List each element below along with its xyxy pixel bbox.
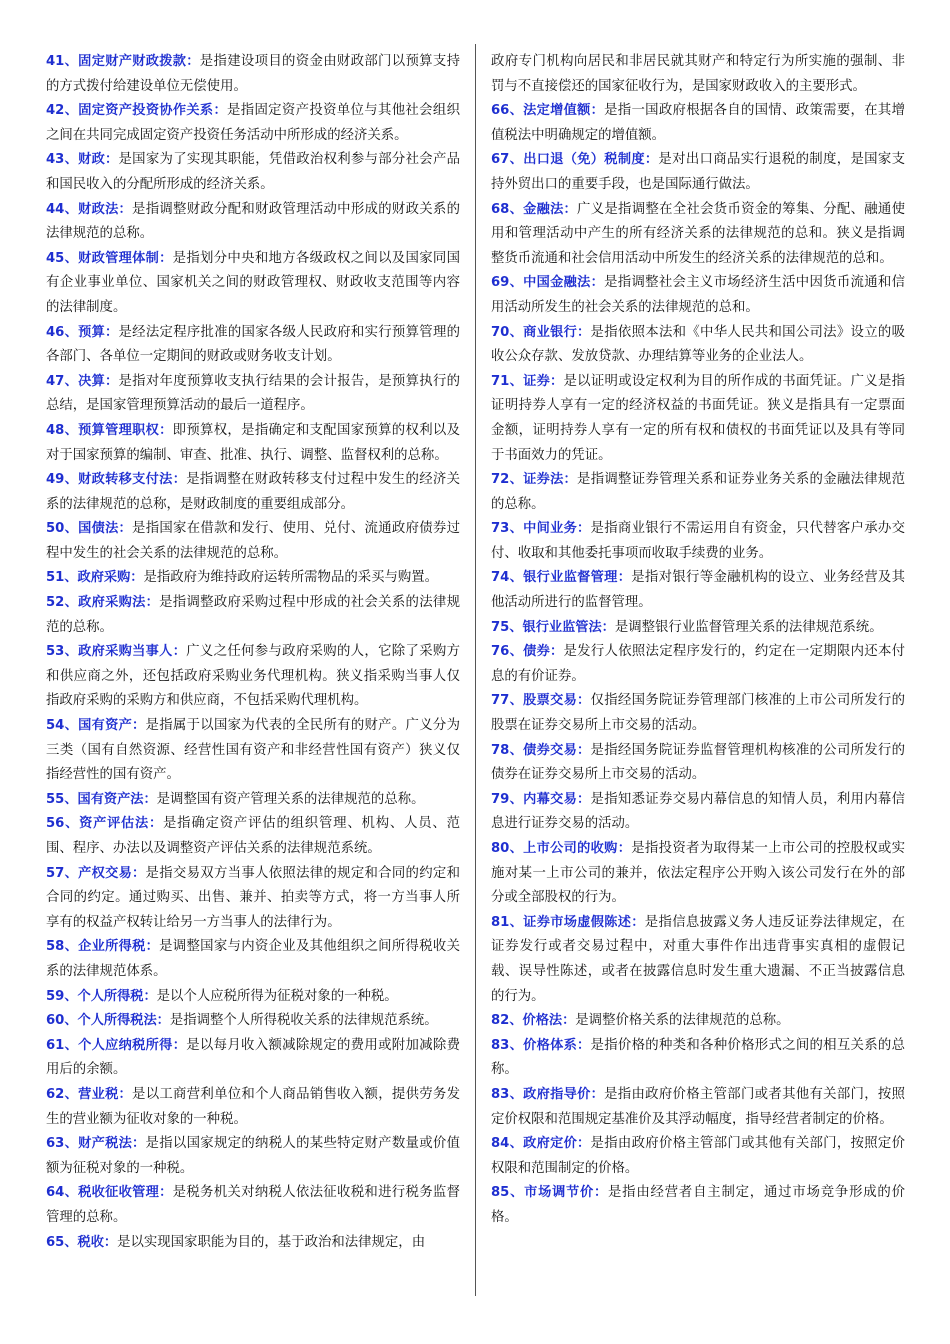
glossary-definition: 是指固定资产投资单位与其他社会组织之间在共同完成固定资产投资任务活动中所形成的经济关系。	[46, 103, 461, 143]
glossary-entry	[46, 640, 460, 714]
glossary-entry	[491, 1009, 905, 1034]
glossary-term: 64、税收征收管理：	[46, 1185, 173, 1201]
glossary-entry	[491, 468, 905, 517]
glossary-term: 85、市场调节价：	[491, 1185, 608, 1201]
glossary-entry	[491, 837, 905, 911]
glossary-term: 58、企业所得税：	[46, 939, 160, 955]
glossary-definition: 是指建设项目的资金由财政部门以预算支持的方式拨付给建设单位无偿使用。	[46, 54, 461, 94]
glossary-term: 41、固定财产财政拨款：	[46, 54, 200, 69]
glossary-definition: 仅指经国务院证券管理部门核准的上市公司所发行的股票在证券交易所上市交易的活动。	[491, 693, 906, 734]
glossary-term: 84、政府定价：	[491, 1136, 591, 1152]
glossary-term: 53、政府采购当事人：	[46, 644, 187, 660]
glossary-entry	[46, 591, 460, 640]
glossary-term: 68、金融法：	[491, 201, 578, 217]
glossary-entry	[491, 1132, 905, 1181]
glossary-entry	[491, 1083, 905, 1132]
glossary-definition: 是指经国务院证券监督管理机构核准的公司所发行的债券在证券交易所上市交易的活动。	[491, 742, 906, 783]
glossary-term: 48、预算管理职权：	[46, 422, 173, 438]
glossary-entry	[491, 321, 905, 370]
glossary-entry	[491, 198, 905, 272]
glossary-definition: 是以每月收入额减除规定的费用或附加减除费用后的余额。	[46, 1037, 461, 1078]
glossary-entry	[491, 1181, 905, 1230]
glossary-term: 72、证券法：	[491, 472, 578, 488]
glossary-definition: 是以工商营利单位和个人商品销售收入额，提供劳务发生的营业额为征收对象的一种税。	[46, 1086, 460, 1127]
glossary-term: 57、产权交易：	[46, 865, 146, 881]
glossary-entry	[46, 862, 460, 936]
glossary-term: 79、内幕交易：	[491, 791, 591, 807]
glossary-definition: 是以证明或设定权利为目的所作成的书面凭证。广义是指证明持券人享有一定的经济权益的书面凭证。狭义是指具有一定票面金额，证明持券人享有一定的所有权和债权的书面凭证以及具有等同于书面效力的凭证。	[491, 373, 906, 463]
glossary-entry	[491, 99, 905, 148]
glossary-entry	[491, 370, 905, 468]
glossary-entry	[46, 788, 460, 813]
glossary-definition: 是指确定资产评估的组织管理、机构、人员、范围、程序、办法以及调整资产评估关系的法律规范系统。	[46, 816, 461, 856]
glossary-term: 71、证券：	[491, 373, 564, 389]
glossary-definition: 是指依照本法和《中华人民共和国公司法》设立的吸收公众存款、发放贷款、办理结算等业务的企业法人。	[491, 324, 906, 365]
glossary-entry	[46, 1181, 460, 1230]
glossary-definition: 是指调整在财政转移支付过程中发生的经济关系的法律规范的总称，是财政制度的重要组成部分。	[46, 472, 461, 512]
glossary-term: 73、中间业务：	[491, 521, 591, 537]
glossary-entry	[46, 812, 460, 861]
glossary-definition: 是以个人应税所得为征税对象的一种税。	[156, 988, 398, 1004]
glossary-entry	[491, 566, 905, 615]
glossary-entry	[46, 1083, 460, 1132]
glossary-definition: 是指划分中央和地方各级政权之间以及国家同国有企业事业单位、国家机关之间的财政管理权、财政收支范围等内容的法律制度。	[46, 250, 460, 315]
right-column	[491, 50, 905, 1231]
glossary-term: 55、国有资产法：	[46, 791, 157, 807]
glossary-definition: 是调整价格关系的法律规范的总称。	[575, 1013, 790, 1029]
glossary-term: 76、债券：	[491, 644, 564, 660]
glossary-term: 49、财政转移支付法：	[46, 472, 187, 488]
glossary-entry	[46, 1009, 460, 1034]
glossary-entry	[46, 935, 460, 984]
glossary-entry	[491, 616, 905, 641]
glossary-term: 52、政府采购法：	[46, 595, 160, 611]
glossary-term: 59、个人所得税：	[46, 988, 157, 1004]
glossary-entry	[491, 911, 905, 1009]
glossary-definition: 广义是指调整在全社会货币资金的筹集、分配、融通使用和管理活动中产生的所有经济关系的法律规范的总和。狭义是指调整货币流通和社会信用活动中所发生的经济关系的法律规范的总和。	[491, 201, 905, 266]
glossary-definition: 是调整国家与内资企业及其他组织之间所得税收关系的法律规范体系。	[46, 939, 460, 979]
glossary-definition: 是经法定程序批准的国家各级人民政府和实行预算管理的各部门、各单位一定期间的财政或财务收支计划。	[46, 324, 461, 365]
glossary-entry	[46, 370, 460, 419]
glossary-entry	[491, 271, 905, 320]
glossary-definition: 是指调整证券管理关系和证券业务关系的金融法律规范的总称。	[491, 472, 905, 512]
glossary-entry	[491, 50, 905, 99]
glossary-definition: 是指知悉证券交易内幕信息的知情人员，利用内幕信息进行证券交易的活动。	[491, 791, 906, 832]
glossary-definition: 是指信息披露义务人违反证券法律规定，在证券发行或者交易过程中，对重大事件作出违背事实真相的虚假记载、误导性陈述，或者在披露信息时发生重大遗漏、不正当披露信息的行为。	[491, 914, 906, 1004]
glossary-entry	[491, 640, 905, 689]
glossary-entry	[491, 1034, 905, 1083]
glossary-term: 77、股票交易：	[491, 693, 591, 709]
glossary-definition: 是税务机关对纳税人依法征收税和进行税务监督管理的总称。	[46, 1185, 460, 1225]
glossary-entry	[491, 689, 905, 738]
left-column	[46, 50, 460, 1255]
glossary-entry	[491, 739, 905, 788]
glossary-entry	[46, 985, 460, 1010]
glossary-definition: 是指国家在借款和发行、使用、兑付、流通政府债券过程中发生的社会关系的法律规范的总称。	[46, 521, 460, 561]
glossary-entry	[46, 714, 460, 788]
glossary-entry	[46, 198, 460, 247]
glossary-entry	[46, 1132, 460, 1181]
glossary-definition: 即预算权，是指确定和支配国家预算的权利以及对于国家预算的编制、审查、批准、执行、调整、监督权利的总称。	[46, 422, 460, 463]
glossary-term: 44、财政法：	[46, 201, 133, 217]
glossary-term: 78、债券交易：	[491, 742, 591, 758]
glossary-definition: 是指交易双方当事人依照法律的规定和合同的约定和合同的约定。通过购买、出售、兼并、拍卖等方式，将一方当事人所享有的权益产权转让给另一方当事人的法律行为。	[46, 865, 461, 930]
glossary-term: 50、国债法：	[46, 521, 133, 537]
glossary-entry	[46, 517, 460, 566]
glossary-definition: 是指一国政府根据各自的国情、政策需要，在其增值税法中明确规定的增值额。	[491, 103, 905, 143]
glossary-term: 83、政府指导价：	[491, 1086, 605, 1102]
glossary-term: 51、政府采购：	[46, 570, 144, 586]
glossary-term: 54、国有资产：	[46, 718, 146, 734]
glossary-definition: 是指对年度预算收支执行结果的会计报告，是预算执行的总结，是国家管理预算活动的最后一道程序。	[46, 373, 461, 414]
glossary-term: 47、决算：	[46, 373, 119, 389]
glossary-definition: 政府专门机构向居民和非居民就其财产和特定行为所实施的强制、非罚与不直接偿还的国家征收行为，是国家财政收入的主要形式。	[491, 54, 905, 94]
glossary-entry	[491, 148, 905, 197]
glossary-definition: 是指对银行等金融机构的设立、业务经营及其他活动所进行的监督管理。	[491, 570, 906, 611]
column-divider	[475, 44, 476, 1296]
glossary-definition: 是指由政府价格主管部门或其他有关部门，按照定价权限和范围制定的价格。	[491, 1136, 906, 1176]
glossary-entry	[491, 517, 905, 566]
glossary-term: 69、中国金融法：	[491, 275, 605, 291]
glossary-term: 82、价格法：	[491, 1013, 576, 1029]
glossary-definition: 是国家为了实现其职能，凭借政治权利参与部分社会产品和国民收入的分配所形成的经济关系。	[46, 152, 461, 192]
glossary-definition: 是指政府为维持政府运转所需物品的采买与购置。	[143, 570, 439, 586]
glossary-definition: 是调整银行业监督管理关系的法律规范系统。	[614, 619, 883, 635]
glossary-entry	[46, 99, 460, 148]
glossary-entry	[46, 50, 460, 99]
glossary-term: 75、银行业监管法：	[491, 619, 615, 635]
glossary-definition: 是指调整财政分配和财政管理活动中形成的财政关系的法律规范的总称。	[46, 201, 460, 242]
glossary-term: 70、商业银行：	[491, 324, 591, 340]
glossary-definition: 是调整国有资产管理关系的法律规范的总称。	[156, 791, 425, 807]
glossary-definition: 是指调整个人所得税收关系的法律规范系统。	[169, 1013, 438, 1029]
glossary-entry	[46, 419, 460, 468]
glossary-definition: 是以实现国家职能为目的，基于政治和法律规定，由	[117, 1234, 426, 1250]
glossary-term: 67、出口退（免）税制度：	[491, 152, 659, 168]
glossary-term: 56、资产评估法：	[46, 816, 163, 832]
glossary-entry	[491, 788, 905, 837]
glossary-entry	[46, 1231, 460, 1256]
glossary-term: 65、税收：	[46, 1234, 118, 1250]
glossary-definition: 广义之任何参与政府采购的人，它除了采购方和供应商之外，还包括政府采购业务代理机构。狭义指采购当事人仅指政府采购的采购方和供应商，不包括采购代理机构。	[46, 644, 461, 709]
glossary-entry	[46, 321, 460, 370]
glossary-definition: 是指投资者为取得某一上市公司的控股权或实施对某一上市公司的兼并，依法定程序公开购入该公司发行在外的部分或全部股权的行为。	[491, 841, 906, 906]
glossary-term: 61、个人应纳税所得：	[46, 1037, 187, 1053]
glossary-term: 74、银行业监督管理：	[491, 570, 632, 586]
glossary-definition: 是指商业银行不需运用自有资金，只代替客户承办交付、收取和其他委托事项而收取手续费的业务。	[491, 521, 906, 561]
glossary-definition: 是指由经营者自主制定，通过市场竞争形成的价格。	[491, 1185, 906, 1225]
glossary-term: 45、财政管理体制：	[46, 250, 173, 266]
glossary-definition: 是指由政府价格主管部门或者其他有关部门，按照定价权限和范围规定基准价及其浮动幅度，指导经营者制定的价格。	[491, 1086, 905, 1127]
glossary-term: 81、证券市场虚假陈述：	[491, 914, 645, 930]
glossary-term: 62、营业税：	[46, 1086, 133, 1102]
glossary-term: 80、上市公司的收购：	[491, 841, 632, 856]
glossary-entry	[46, 247, 460, 321]
glossary-definition: 是指以国家规定的纳税人的某些特定财产数量或价值额为征税对象的一种税。	[46, 1136, 461, 1176]
glossary-term: 43、财政：	[46, 152, 119, 168]
glossary-term: 83、价格体系：	[491, 1037, 591, 1053]
glossary-definition: 是对出口商品实行退税的制度，是国家支持外贸出口的重要手段，也是国际通行做法。	[491, 152, 906, 192]
glossary-entry	[46, 1034, 460, 1083]
glossary-entry	[46, 566, 460, 591]
glossary-term: 46、预算：	[46, 324, 119, 340]
glossary-term: 42、固定资产投资协作关系：	[46, 103, 227, 119]
glossary-term: 63、财产税法：	[46, 1136, 146, 1152]
glossary-definition: 是指价格的种类和各种价格形式之间的相互关系的总称。	[491, 1037, 906, 1078]
glossary-entry	[46, 148, 460, 197]
glossary-definition: 是指调整社会主义市场经济生活中因货币流通和信用活动所发生的社会关系的法律规范的总和。	[491, 275, 905, 315]
glossary-term: 60、个人所得税法：	[46, 1013, 170, 1029]
glossary-definition: 是发行人依照法定程序发行的，约定在一定期限内还本付息的有价证券。	[491, 644, 906, 684]
glossary-definition: 是指调整政府采购过程中形成的社会关系的法律规范的总称。	[46, 595, 460, 635]
glossary-term: 66、法定增值额：	[491, 103, 605, 119]
glossary-entry	[46, 468, 460, 517]
glossary-definition: 是指属于以国家为代表的全民所有的财产。广义分为三类（国有自然资源、经营性国有资产和非经营性国有资产）狭义仅指经营性的国有资产。	[46, 718, 461, 783]
